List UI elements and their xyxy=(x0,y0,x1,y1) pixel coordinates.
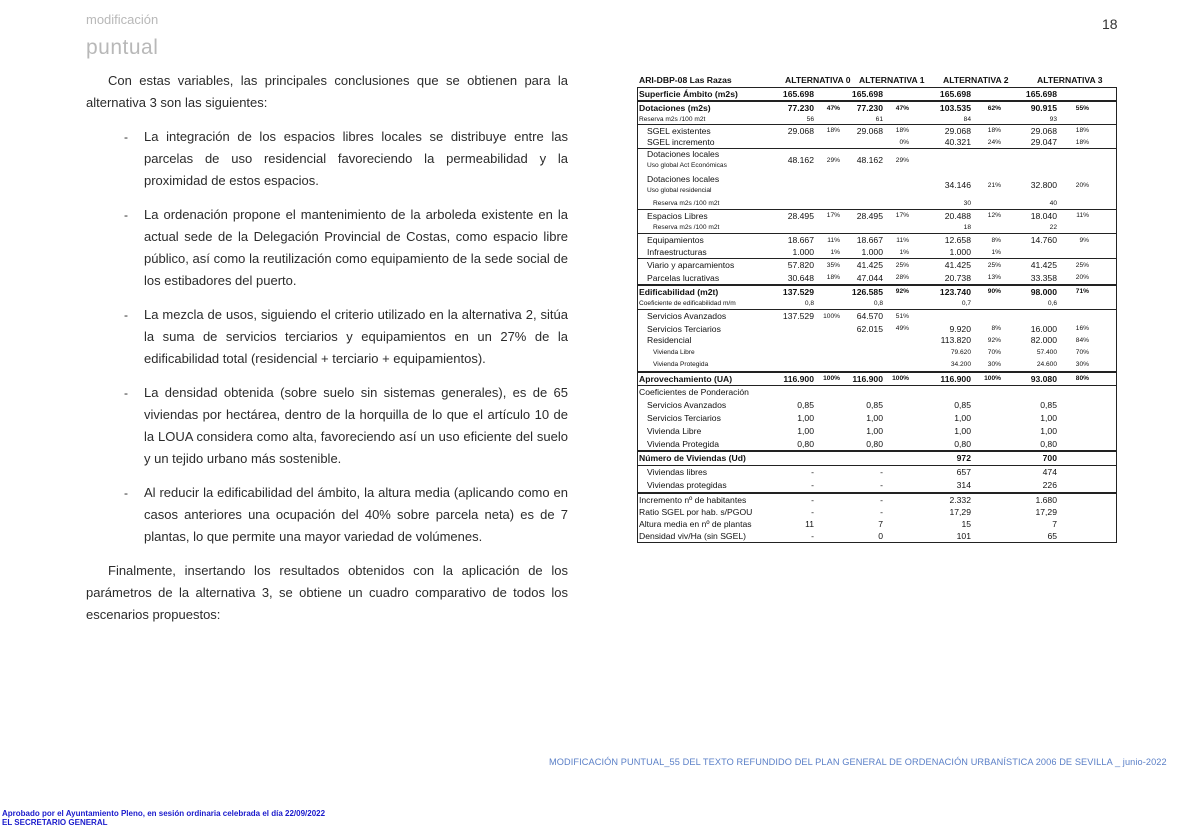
cell-percent: 30% xyxy=(987,361,1001,368)
cell-percent: 71% xyxy=(1075,288,1089,295)
cell-value: 1.000 xyxy=(861,247,883,257)
cell-percent: 35% xyxy=(826,262,840,269)
cell-percent: 70% xyxy=(987,349,1001,356)
cell-value: 33.358 xyxy=(1030,273,1057,283)
table-header-alt1: ALTERNATIVA 1 xyxy=(859,75,925,85)
cell-value: 137.529 xyxy=(782,287,814,297)
conclusion-paragraph: Finalmente, insertando los resultados obtenidos con la aplicación de los parámetros de la alternativa 3, se obtiene un cuadro comparativo de todos los escenarios propuestos: xyxy=(86,563,568,622)
cell-value: 2.332 xyxy=(949,495,971,505)
cell-percent: 25% xyxy=(895,262,909,269)
cell-percent: 47% xyxy=(826,105,840,112)
row-label: Servicios Terciarios xyxy=(647,324,721,334)
cell-percent: 25% xyxy=(1075,262,1089,269)
cell-value: 47.044 xyxy=(856,273,883,283)
cell-percent: 28% xyxy=(895,274,909,281)
cell-value: 0,85 xyxy=(797,400,814,410)
cell-value: - xyxy=(811,495,814,505)
row-label: Servicios Terciarios xyxy=(647,413,721,423)
row-label: Dotaciones locales xyxy=(647,174,720,184)
cell-value: 1,00 xyxy=(866,426,883,436)
cell-value: 15 xyxy=(961,519,971,529)
cell-value: 48.162 xyxy=(856,155,883,165)
cell-value: 103.535 xyxy=(939,103,971,113)
cell-value: 165.698 xyxy=(1025,89,1057,99)
cell-percent: 90% xyxy=(987,288,1001,295)
cell-value: 0,8 xyxy=(804,300,814,307)
cell-percent: 18% xyxy=(895,127,909,134)
row-label: SGEL incremento xyxy=(647,137,715,147)
cell-percent: 0% xyxy=(899,139,909,146)
cell-value: 17,29 xyxy=(949,507,971,517)
cell-value: 137.529 xyxy=(782,311,814,321)
cell-value: 61 xyxy=(875,116,883,123)
row-label: Servicios Avanzados xyxy=(647,400,727,410)
cell-percent: 16% xyxy=(1075,325,1089,332)
row-label: Viviendas libres xyxy=(647,467,708,477)
row-sublabel: Uso global Act Económicas xyxy=(647,162,727,169)
cell-value: - xyxy=(880,480,883,490)
cell-value: - xyxy=(811,531,814,541)
intro-paragraph: Con estas variables, las principales conclusiones que se obtienen para la alternativa 3 son las siguientes: xyxy=(86,73,568,110)
row-label: Reserva m2s /100 m2t xyxy=(639,116,706,123)
cell-percent: 47% xyxy=(895,105,909,112)
cell-value: 18.667 xyxy=(856,235,883,245)
cell-percent: 80% xyxy=(1075,375,1089,382)
cell-value: 28.495 xyxy=(787,211,814,221)
cell-value: 474 xyxy=(1042,467,1057,477)
cell-percent: 20% xyxy=(1075,182,1089,189)
bullet-text: La ordenación propone el mantenimiento de la arboleda existente en la actual sede de la Delegación Provincial de Costas, como espacio libre público, así como la reutilización como equipamiento de la sede social de los estibadores del puerto. xyxy=(144,207,568,288)
cell-value: 18.040 xyxy=(1030,211,1057,221)
cell-value: 57.820 xyxy=(787,260,814,270)
bullet-dash: - xyxy=(124,386,128,400)
cell-percent: 100% xyxy=(984,375,1001,382)
approval-stamp-line2: EL SECRETARIO GENERAL xyxy=(2,818,108,827)
row-label: Vivienda Protegida xyxy=(647,439,719,449)
cell-value: 1,00 xyxy=(866,413,883,423)
cell-value: - xyxy=(811,467,814,477)
cell-value: - xyxy=(880,507,883,517)
cell-percent: 11% xyxy=(827,237,840,244)
bullet-dash: - xyxy=(124,486,128,500)
cell-value: 1,00 xyxy=(797,413,814,423)
row-label: Vivienda Libre xyxy=(647,426,702,436)
cell-percent: 18% xyxy=(826,274,840,281)
cell-value: 77.230 xyxy=(787,103,814,113)
cell-value: 29.068 xyxy=(787,126,814,136)
row-label: Densidad viv/Ha (sin SGEL) xyxy=(639,531,746,541)
cell-percent: 21% xyxy=(987,182,1001,189)
cell-value: 0,8 xyxy=(873,300,883,307)
bullet-item xyxy=(86,204,568,292)
cell-value: 98.000 xyxy=(1030,287,1057,297)
table-header-alt2: ALTERNATIVA 2 xyxy=(943,75,1009,85)
cell-value: 1,00 xyxy=(1040,426,1057,436)
cell-percent: 11% xyxy=(1076,212,1089,219)
cell-value: 116.900 xyxy=(852,374,883,384)
cell-value: 0,6 xyxy=(1047,300,1057,307)
approval-stamp xyxy=(2,809,325,827)
cell-percent: 1% xyxy=(830,249,840,256)
cell-value: 1,00 xyxy=(954,413,971,423)
row-label: Viario y aparcamientos xyxy=(647,260,735,270)
cell-percent: 62% xyxy=(987,105,1001,112)
footer-text: MODIFICACIÓN PUNTUAL_55 DEL TEXTO REFUNDIDO DEL PLAN GENERAL DE ORDENACIÓN URBANÍSTICA 2006 DE SEVILLA _ junio-2022 xyxy=(549,757,1167,767)
cell-percent: 20% xyxy=(1075,274,1089,281)
row-label: Número de Viviendas (Ud) xyxy=(639,453,746,463)
cell-value: 7 xyxy=(878,519,883,529)
cell-percent: 12% xyxy=(987,212,1001,219)
cell-percent: 92% xyxy=(895,288,909,295)
bullet-text: La integración de los espacios libres locales se distribuye entre las parcelas de uso residencial favoreciendo la permeabilidad y la proximidad de estos espacios. xyxy=(144,129,568,188)
cell-percent: 17% xyxy=(895,212,909,219)
cell-value: 16.000 xyxy=(1030,324,1057,334)
cell-value: 41.425 xyxy=(944,260,971,270)
cell-value: 24.600 xyxy=(1036,361,1057,368)
cell-value: 14.760 xyxy=(1030,235,1057,245)
cell-value: 93.080 xyxy=(1030,374,1057,384)
cell-percent: 25% xyxy=(987,262,1001,269)
page-number: 18 xyxy=(1102,16,1118,32)
cell-value: 972 xyxy=(956,453,971,463)
comparison-table xyxy=(637,74,1117,543)
cell-value: 116.900 xyxy=(783,374,814,384)
cell-percent: 9% xyxy=(1079,237,1089,244)
row-label: Coeficientes de Ponderación xyxy=(639,387,749,397)
bullet-item xyxy=(86,304,568,370)
cell-value: 57.400 xyxy=(1036,349,1057,356)
cell-value: 79.620 xyxy=(950,349,971,356)
cell-percent: 18% xyxy=(1075,127,1089,134)
cell-value: 0,80 xyxy=(954,439,971,449)
row-label: Incremento nº de habitantes xyxy=(639,495,747,505)
cell-percent: 17% xyxy=(826,212,840,219)
cell-value: 32.800 xyxy=(1030,180,1057,190)
cell-percent: 84% xyxy=(1075,337,1089,344)
cell-percent: 51% xyxy=(895,313,909,320)
cell-percent: 100% xyxy=(892,375,909,382)
cell-value: 34.146 xyxy=(944,180,971,190)
row-label: Viviendas protegidas xyxy=(647,480,727,490)
table-header-alt3: ALTERNATIVA 3 xyxy=(1037,75,1103,85)
cell-percent: 29% xyxy=(826,157,840,164)
cell-value: 0,7 xyxy=(961,300,971,307)
cell-value: 1.000 xyxy=(949,247,971,257)
header-title-line1: modificación xyxy=(86,12,159,27)
cell-value: - xyxy=(880,495,883,505)
row-sublabel: Uso global residencial xyxy=(647,187,712,194)
row-label: Espacios Libres xyxy=(647,211,708,221)
table-header-label: ARI-DBP-08 Las Razas xyxy=(639,75,732,85)
cell-value: 29.047 xyxy=(1030,137,1057,147)
bullet-text: La mezcla de usos, siguiendo el criterio utilizado en la alternativa 2, sitúa la suma de servicios terciarios y equipamientos en un 27% de la edificabilidad total (residencial + terciario + equipamientos). xyxy=(144,307,568,366)
cell-percent: 8% xyxy=(991,325,1001,332)
row-label: Superficie Ámbito (m2s) xyxy=(639,89,738,99)
bullet-dash: - xyxy=(124,130,128,144)
row-label: SGEL existentes xyxy=(647,126,711,136)
row-label: Servicios Avanzados xyxy=(647,311,727,321)
cell-value: 29.068 xyxy=(856,126,883,136)
cell-value: 1,00 xyxy=(954,426,971,436)
row-label: Dotaciones locales xyxy=(647,149,720,159)
cell-value: 0 xyxy=(878,531,883,541)
cell-value: - xyxy=(880,467,883,477)
cell-value: 116.900 xyxy=(940,374,971,384)
bullet-item xyxy=(86,482,568,548)
cell-percent: 29% xyxy=(895,157,909,164)
cell-value: 77.230 xyxy=(856,103,883,113)
table-header-alt0: ALTERNATIVA 0 xyxy=(785,75,851,85)
row-label: Edificabilidad (m2t) xyxy=(639,287,719,297)
cell-value: 0,80 xyxy=(1040,439,1057,449)
cell-value: 11 xyxy=(805,519,814,529)
cell-value: 30 xyxy=(963,200,971,207)
cell-value: 20.738 xyxy=(944,273,971,283)
cell-percent: 30% xyxy=(1075,361,1089,368)
cell-value: 0,85 xyxy=(1040,400,1057,410)
cell-percent: 8% xyxy=(991,237,1001,244)
table-border xyxy=(637,87,1117,543)
cell-value: 84 xyxy=(963,116,971,123)
row-label: Dotaciones (m2s) xyxy=(639,103,711,113)
row-label: Altura media en nº de plantas xyxy=(639,519,752,529)
cell-value: 41.425 xyxy=(1030,260,1057,270)
cell-value: 90.915 xyxy=(1030,103,1057,113)
cell-value: 0,80 xyxy=(797,439,814,449)
cell-value: 30.648 xyxy=(787,273,814,283)
cell-value: 82.000 xyxy=(1030,335,1057,345)
cell-value: 9.920 xyxy=(949,324,971,334)
cell-value: 700 xyxy=(1042,453,1057,463)
table-header-row xyxy=(637,74,1117,87)
bullet-text: La densidad obtenida (sobre suelo sin sistemas generales), es de 65 viviendas por hectárea, dentro de la horquilla de lo que el artículo 10 de la LOUA considera como alta, favoreciendo así un uso eficiente del suelo y un tejido urbano más sostenible. xyxy=(144,385,568,466)
cell-value: 22 xyxy=(1049,224,1057,231)
cell-value: 62.015 xyxy=(856,324,883,334)
bullet-dash: - xyxy=(124,308,128,322)
cell-value: 0,80 xyxy=(866,439,883,449)
bullet-text: Al reducir la edificabilidad del ámbito, la altura media (aplicando como en casos anteriores una ocupación del 40% sobre parcela neta) es de 7 plantas, lo que permite una mayor variedad de volúmenes. xyxy=(144,485,568,544)
cell-value: 1.000 xyxy=(792,247,814,257)
approval-stamp-line1: Aprobado por el Ayuntamiento Pleno, en sesión ordinaria celebrada el día 22/09/2022 xyxy=(2,809,326,818)
body-text xyxy=(86,70,568,626)
bullet-item xyxy=(86,126,568,192)
cell-value: 17,29 xyxy=(1035,507,1057,517)
cell-percent: 92% xyxy=(987,337,1001,344)
cell-value: 48.162 xyxy=(787,155,814,165)
cell-value: 29.068 xyxy=(944,126,971,136)
cell-percent: 24% xyxy=(987,139,1001,146)
cell-value: 126.585 xyxy=(851,287,883,297)
row-label: Infraestructuras xyxy=(647,247,707,257)
row-label: Ratio SGEL por hab. s/PGOU xyxy=(639,507,753,517)
cell-value: 28.495 xyxy=(856,211,883,221)
cell-value: 93 xyxy=(1049,116,1057,123)
cell-value: 1,00 xyxy=(797,426,814,436)
cell-value: 1.680 xyxy=(1035,495,1057,505)
cell-value: 113.820 xyxy=(940,335,971,345)
bullet-item xyxy=(86,382,568,470)
row-label: Vivienda Protegida xyxy=(653,361,709,368)
cell-value: 165.698 xyxy=(782,89,814,99)
row-label: Equipamientos xyxy=(647,235,704,245)
cell-value: 123.740 xyxy=(939,287,971,297)
cell-value: 20.488 xyxy=(944,211,971,221)
cell-value: 18 xyxy=(963,224,971,231)
cell-percent: 18% xyxy=(1075,139,1089,146)
cell-percent: 55% xyxy=(1075,105,1089,112)
cell-value: 40.321 xyxy=(944,137,971,147)
cell-percent: 1% xyxy=(991,249,1001,256)
cell-value: - xyxy=(811,507,814,517)
cell-value: 29.068 xyxy=(1030,126,1057,136)
cell-value: 0,85 xyxy=(954,400,971,410)
cell-percent: 18% xyxy=(826,127,840,134)
cell-value: 165.698 xyxy=(939,89,971,99)
row-label: Aprovechamiento (UA) xyxy=(639,374,733,384)
cell-value: 34.200 xyxy=(950,361,971,368)
row-label: Reserva m2s /100 m2t xyxy=(653,224,720,231)
cell-percent: 70% xyxy=(1075,349,1089,356)
row-label: Reserva m2s /100 m2t xyxy=(653,200,720,207)
cell-value: 1,00 xyxy=(1040,413,1057,423)
cell-value: 165.698 xyxy=(851,89,883,99)
cell-value: 40 xyxy=(1049,200,1057,207)
cell-value: 0,85 xyxy=(866,400,883,410)
cell-value: 314 xyxy=(956,480,971,490)
cell-percent: 11% xyxy=(896,237,909,244)
cell-value: 18.667 xyxy=(787,235,814,245)
cell-percent: 1% xyxy=(899,249,909,256)
cell-percent: 100% xyxy=(823,313,840,320)
bullet-dash: - xyxy=(124,208,128,222)
row-label: Vivienda Libre xyxy=(653,349,695,356)
cell-value: - xyxy=(811,480,814,490)
cell-value: 12.658 xyxy=(944,235,971,245)
cell-percent: 49% xyxy=(895,325,909,332)
row-label: Residencial xyxy=(647,335,692,345)
cell-value: 226 xyxy=(1042,480,1057,490)
row-label: Coeficiente de edificabilidad m/m xyxy=(639,300,736,307)
cell-value: 7 xyxy=(1052,519,1057,529)
cell-percent: 18% xyxy=(987,127,1001,134)
cell-percent: 100% xyxy=(823,375,840,382)
cell-value: 41.425 xyxy=(856,260,883,270)
row-label: Parcelas lucrativas xyxy=(647,273,720,283)
cell-percent: 13% xyxy=(987,274,1001,281)
cell-value: 64.570 xyxy=(856,311,883,321)
cell-value: 101 xyxy=(956,531,971,541)
cell-value: 657 xyxy=(956,467,971,477)
header-title-line2: puntual xyxy=(86,36,159,59)
cell-value: 56 xyxy=(806,116,814,123)
cell-value: 65 xyxy=(1047,531,1057,541)
